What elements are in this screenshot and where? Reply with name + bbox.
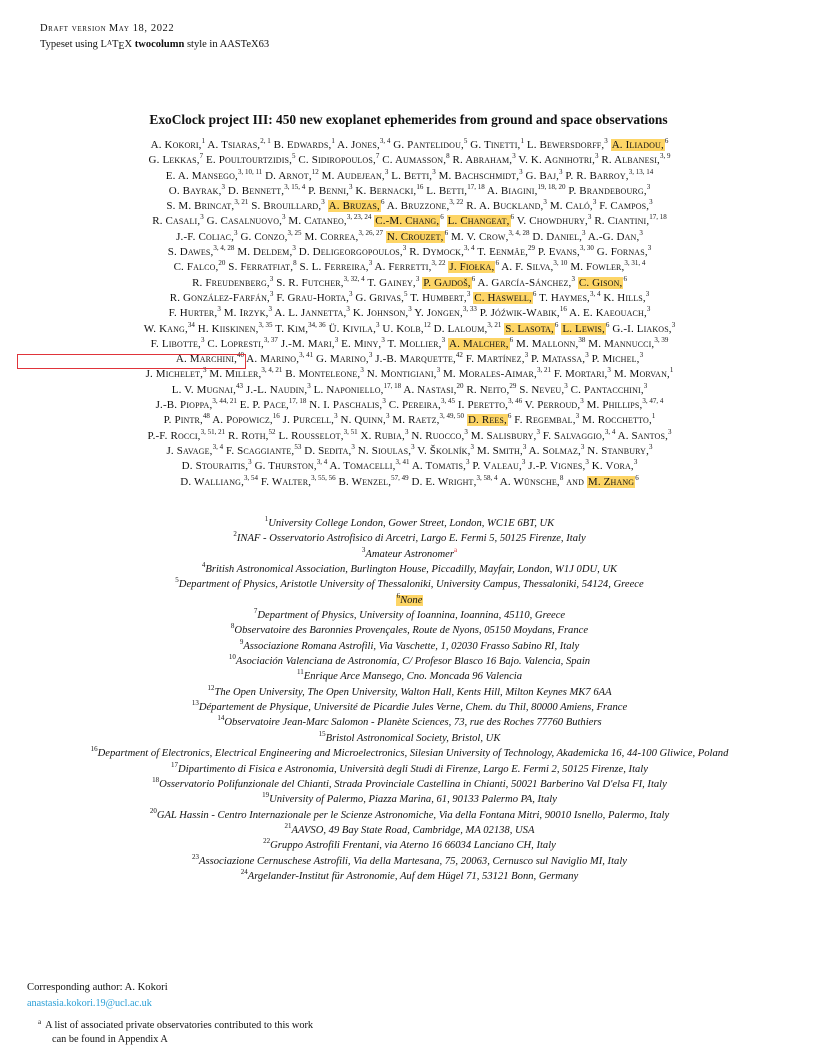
affiliation: $^4$British Astronomical Association, Burlington House, Piccadilly, Mayfair, London, W1J 0DU, UK bbox=[201, 561, 618, 576]
affiliation: $^9$Associazione Romana Astrofili, Via Vaschette, 1, 02030 Frasso Sabino RI, Italy bbox=[239, 637, 580, 652]
affiliation: $^{19}$University of Palermo, Piazza Marina, 61, 90133 Palermo PA, Italy bbox=[262, 791, 557, 806]
affiliation: $^{10}$Asociación Valenciana de Astronomía, C/ Profesor Blasco 16 Bajo. Valencia, Spain bbox=[228, 653, 591, 668]
affiliation: $^{18}$Osservatorio Polifunzionale del Chianti, Strada Provinciale Castellina in Chianti, 50021 Barberino Val D'elsa FI, Italy bbox=[152, 775, 667, 790]
corresponding-author-label: Corresponding author: A. Kokori bbox=[27, 982, 168, 993]
author-list: A. Kokori,$^1$ A. Tsiaras,$^{2, 1}$ B. Edwards,$^1$ A. Jones,$^{3, 4}$ G. Pantelidou,$^5$ G. Tinetti,$^1$ L. Bewersdorff,$^3$ A. Iliadou,$^6$ G. Lekkas,$^7$ E. Poultourtzidis,$^5$ C. Sidiropoulos,$^7$ C. Aumasson,$^8$ R. Abraham,$^3$ V. K. Agnihotri,$^3$ R. Albanesi,$^{3, 9}$ E. A. Mansego,$^{3, 10, 11}$ D. Arnot,$^{12}$ M. Audejean,$^3$ L. Betti,$^3$ M. Bachschmidt,$^3$ G. Baj,$^3$ P. R. Barroy,$^{3, 13, 14}$ O. Bayrak,$^3$ D. Bennett,$^{3, 15, 4}$ P. Benni,$^3$ K. Bernacki,$^{16}$ L. Betti,$^{17, 18}$ A. Biagini,$^{19, 18, 20}$ P. Brandebourg,$^3$ S. M. Brincat,$^{3, 21}$ S. Brouillard,$^3$ A. Bruzas,$^6$ A. Bruzzone,$^{3, 22}$ R. A. Buckland,$^3$ M. Caló,$^3$ F. Campos,$^3$ R. Casali,$^3$ G. Casalnuovo,$^3$ M. Cataneo,$^{3, 23, 24}$ C.-M. Chang,$^6$ L. Changeat,$^6$ V. Chowdhury,$^3$ R. Ciantini,$^{17, 18}$ J.-F. Coliac,$^3$ G. Conzo,$^{3, 25}$ M. Correa,$^{3, 26, 27}$ N. Crouzet,$^6$ M. V. Crow,$^{3, 4, 28}$ D. Daniel,$^3$ A.-G. Dan,$^3$ S. Dawes,$^{3, 4, 28}$ M. Deldem,$^3$ D. Deligeorgopoulos,$^3$ R. Dymock,$^{3, 4}$ T. Eenmäe,$^{29}$ P. Evans,$^{3, 30}$ G. Fornas,$^3$ C. Falco,$^{20}$ S. Ferratfiat,$^8$ S. L. Ferreira,$^3$ A. Ferretti,$^{3, 22}$ J. Fiołka,$^6$ A. F. Silva,$^{3, 10}$ M. Fowler,$^{3, 31, 4}$ R. Freudenberg,$^3$ S. R. Futcher,$^{3, 32, 4}$ T. Gainey,$^3$ P. Gajdoš,$^6$ A. García-Sánchez,$^3$ C. Gison,$^6$ R. González-Farfán,$^3$ F. Grau-Horta,$^3$ G. Grivas,$^5$ T. Humbert,$^3$ C. Haswell,$^6$ T. Haymes,$^{3, 4}$ K. Hills,$^3$ F. Hurter,$^3$ M. Irzyk,$^3$ A. L. Jannetta,$^3$ K. Johnson,$^3$ Y. Jongen,$^{3, 33}$ P. Jóźwik-Wabik,$^{16}$ A. E. Kaeouach,$^3$ W. Kang,$^{34}$ H. Kiiskinen,$^{3, 35}$ T. Kim,$^{34, 36}$ Ü. Kivila,$^3$ U. Kolb,$^{12}$ D. Laloum,$^{3, 21}$ S. Lasota,$^6$ L. Lewis,$^6$ G.-I. Liakos,$^3$ F. Libotte,$^3$ C. Lopresti,$^{3, 37}$ J.-M. Mari,$^3$ E. Miny,$^3$ T. Mollier,$^3$ A. Malcher,$^6$ M. Mallonn,$^{38}$ M. Mannucci,$^{3, 39}$ A. Marchini,$^{40}$ A. Marino,$^{3, 41}$ G. Marino,$^3$ J.-B. Marquette,$^{42}$ F. Martínez,$^3$ P. Matassa,$^3$ P. Michel,$^3$ J. Michelet,$^3$ M. Miller,$^{3, 4, 21}$ B. Monteleone,$^3$ N. Montigiani,$^3$ M. Morales-Aimar,$^{3, 21}$ F. Mortari,$^3$ M. Morvan,$^1$ L. V. Mugnai,$^{43}$ J.-L. Naudin,$^3$ L. Naponiello,$^{17, 18}$ A. Nastasi,$^{20}$ R. Neito,$^{29}$ S. Neveu,$^3$ C. Pantacchini,$^3$ J.-B. Pioppa,$^{3, 44, 21}$ E. P. Pace,$^{17, 18}$ N. I. Paschalis,$^3$ C. Pereira,$^{3, 45}$ I. Peretto,$^{3, 46}$ V. Perroud,$^3$ M. Phillips,$^{3, 47, 4}$ P. Pintr,$^{48}$ A. Popowicz,$^{16}$ J. Purcell,$^3$ N. Quinn,$^3$ M. Raetz,$^{3, 49, 50}$ D. Rees,$^6$ F. Regembal,$^3$ M. Rocchetto,$^1$ P.-F. Rocci,$^{3, 51, 21}$ R. Roth,$^{52}$ L. Rousselot,$^{3, 51}$ X. Rubia,$^3$ N. Ruocco,$^3$ M. Salisbury,$^3$ F. Salvaggio,$^{3, 4}$ A. Santos,$^3$ J. Savage,$^{3, 4}$ F. Scaggiante,$^{53}$ D. Sedita,$^3$ N. Sioulas,$^3$ V. Školník,$^3$ M. Smith,$^3$ A. Solmaz,$^3$ N. Stanbury,$^3$ D. Stouraitis,$^3$ G. Thurston,$^{3, 4}$ A. Tomacelli,$^{3, 41}$ A. Tomatis,$^3$ P. Valeau,$^3$ J.-P. Vignes,$^3$ K. Vora,$^3$ D. Walliang,$^{3, 54}$ F. Walter,$^{3, 55, 56}$ B. Wenzel,$^{57, 49}$ D. E. Wright,$^{3, 58, 4}$ A. Wünsche,$^8$ and M. Zhang$^6$ bbox=[143, 137, 676, 488]
email-link[interactable]: anastasia.kokori.19@ucl.ac.uk bbox=[27, 998, 152, 1009]
affiliation-list bbox=[14, 516, 805, 884]
affiliation: $^{17}$Dipartimento di Fisica e Astronomia, Università degli Studi di Firenze, Largo E. Fermi 2, 50125 Firenze, Italy bbox=[171, 760, 648, 775]
affiliation: $^{22}$Gruppo Astrofili Frentani, via Aterno 16 66034 Lanciano CH, Italy bbox=[263, 837, 556, 852]
latex-logo: $L^AT_EX$ bbox=[100, 39, 133, 52]
draft-version-line: Draft version May 18, 2022 bbox=[40, 23, 175, 34]
affiliation: $^8$Observatoire des Baronnies Provençales, Route de Nyons, 05150 Moydans, France bbox=[230, 622, 589, 637]
affiliation: $^7$Department of Physics, University of Ioannina, Ioannina, 45110, Greece bbox=[253, 607, 566, 622]
affiliation: $^{15}$Bristol Astronomical Society, Bristol, UK bbox=[318, 729, 501, 744]
affiliation: $^3$Amateur Astronomer$^a$ bbox=[361, 545, 458, 560]
affiliation: $^{20}$GAL Hassin - Centro Internazionale per le Scienze Astronomiche, Via della Fontana Mitri, 90010 Isnello, Palermo, Italy bbox=[149, 806, 670, 821]
paper-title: ExoClock project III: 450 new exoplanet ephemerides from ground and space observations bbox=[149, 112, 668, 127]
draft-header bbox=[40, 22, 269, 54]
footnote: $^a$ A list of associated private observatories contributed to this work can be found in Appendix A bbox=[38, 1018, 314, 1045]
affiliation: $^{12}$The Open University, The Open University, Walton Hall, Kents Hill, Milton Keynes MK7 6AA bbox=[207, 683, 612, 698]
footnote-marker-link[interactable]: a bbox=[453, 545, 458, 554]
affiliation: $^{24}$Argelander-Institut für Astronomie, Auf dem Hügel 71, 53121 Bonn, Germany bbox=[240, 867, 579, 882]
footnote-marker: a bbox=[38, 1018, 42, 1026]
affiliation: $^{23}$Associazione Cernuschese Astrofili, Via della Martesana, 75, 20063, Cernusco sul Naviglio MI, Italy bbox=[192, 852, 627, 867]
affiliation: $^2$INAF - Osservatorio Astrofisico di Arcetri, Largo E. Fermi 5, 50125 Firenze, Italy bbox=[233, 530, 586, 545]
corresponding-author bbox=[27, 980, 168, 1012]
affiliation: $^5$Department of Physics, Aristotle University of Thessaloniki, University Campus, Thessaloniki, 54124, Greece bbox=[175, 576, 644, 591]
affiliation: $^{14}$Observatoire Jean-Marc Salomon - Planète Sciences, 73, rue des Roches 77760 Buthiers bbox=[217, 714, 602, 729]
affiliation: $^{16}$Department of Electronics, Electrical Engineering and Microelectronics, Silesian University of Technology, Akademicka 16, 44-100 Gliwice, Poland bbox=[90, 745, 729, 760]
typeset-line: Typeset using $L^AT_EX$ twocolumn style in AASTeX63 bbox=[40, 39, 270, 52]
affiliation: $^{11}$Enrique Arce Mansego, Cno. Moncada 96 Valencia bbox=[296, 668, 523, 683]
affiliation: $^{21}$AAVSO, 49 Bay State Road, Cambridge, MA 02138, USA bbox=[284, 821, 535, 836]
affiliation: $^6$None bbox=[396, 591, 423, 606]
affiliation: $^1$University College London, Gower Street, London, WC1E 6BT, UK bbox=[264, 515, 555, 529]
affiliation: $^{13}$Département de Physique, Université de Picardie Jules Verne, Chem. du Thil, 80000 Amiens, France bbox=[191, 699, 628, 714]
